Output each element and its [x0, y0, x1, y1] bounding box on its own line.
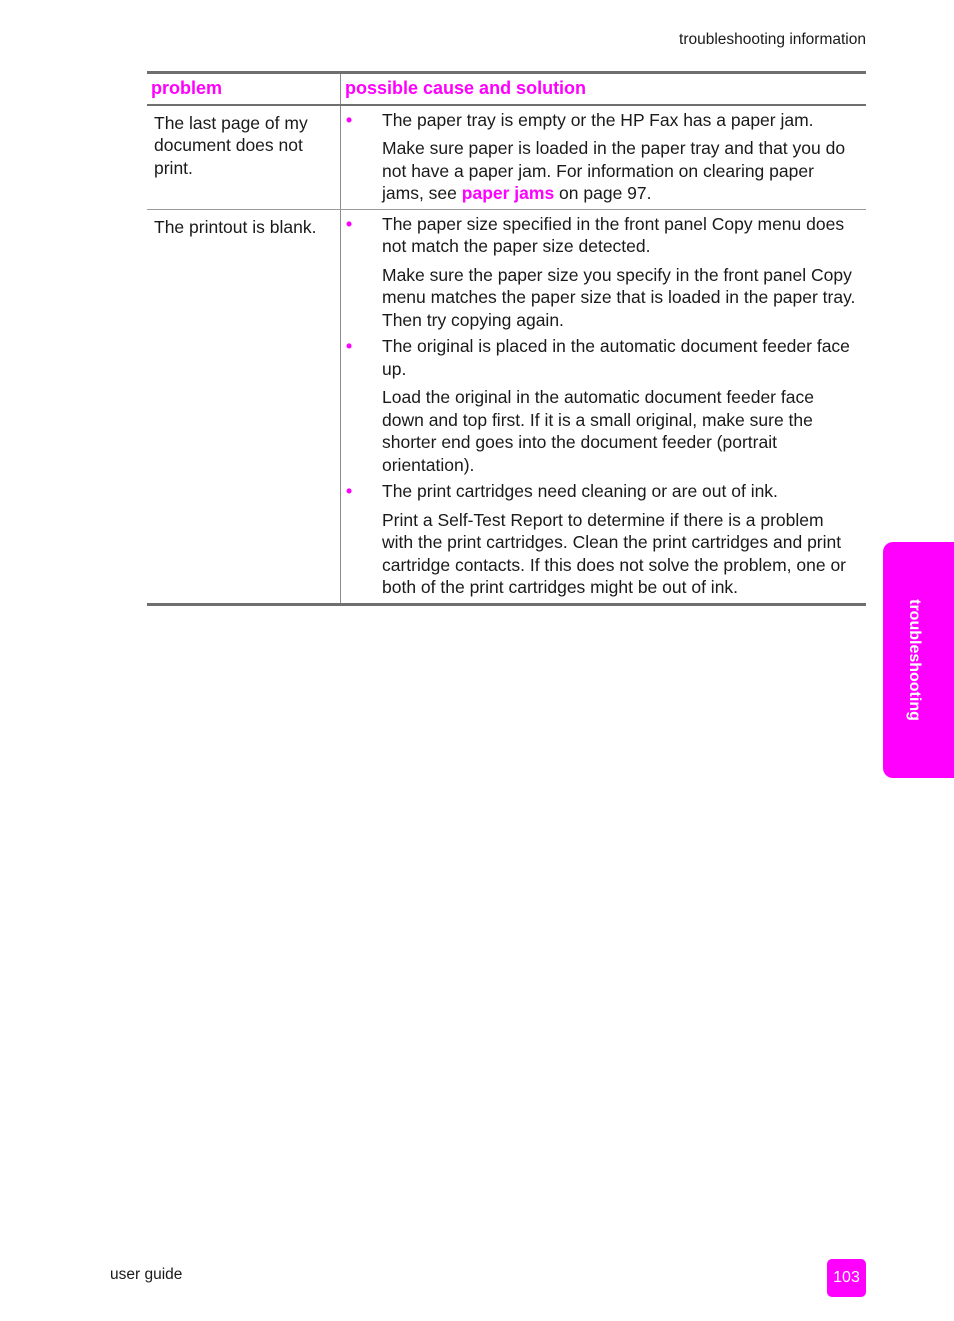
problem-cell: The printout is blank. [147, 209, 341, 604]
cause-group [345, 213, 858, 332]
bullet-dot-icon: • [346, 109, 353, 130]
page-number-badge: 103 [827, 1259, 866, 1297]
solution-text-before: Make sure paper is loaded in the paper tray and that you do not have a paper jam. For information on clearing paper jams, see [382, 138, 846, 203]
table-row [147, 105, 866, 210]
cause-text: The print cartridges need cleaning or are out of ink. [382, 481, 778, 501]
cause-bullet [345, 109, 858, 132]
solution-cell [341, 105, 867, 210]
paper-jams-link[interactable]: paper jams [461, 183, 555, 203]
table-row [147, 209, 866, 604]
solution-text-after: on page 97. [559, 183, 652, 203]
cause-text: The original is placed in the automatic document feeder face up. [382, 336, 850, 379]
section-side-tab [883, 542, 954, 778]
solution-text [345, 137, 858, 205]
problem-cell: The last page of my document does not print. [147, 105, 341, 210]
column-header-solution: possible cause and solution [341, 73, 867, 105]
bullet-dot-icon: • [346, 481, 353, 501]
column-header-problem: problem [147, 73, 341, 105]
solution-text: Print a Self-Test Report to determine if there is a problem with the print cartridges. Clean the print cartridges and print cartridge contacts. If this does not solve the problem, one or both of the print cartridges might be out of ink. [382, 509, 846, 597]
cause-group [345, 335, 858, 476]
cause-group [345, 109, 858, 205]
cause-group [345, 480, 858, 599]
solution-cell [341, 209, 867, 604]
table-header-row [147, 73, 866, 105]
bullet-dot-icon: • [346, 336, 353, 356]
solution-text: Load the original in the automatic document feeder face down and top first. If it is a small original, make sure the shorter end goes into the document feeder (portrait orientation). [382, 387, 814, 475]
running-header: troubleshooting information [679, 31, 866, 48]
bullet-dot-icon: • [346, 213, 353, 234]
cause-text: The paper size specified in the front panel Copy menu does not match the paper size detected. [382, 213, 845, 256]
troubleshooting-table [147, 71, 866, 606]
cause-bullet [345, 213, 858, 258]
footer-label: user guide [110, 1266, 183, 1283]
cause-bullet [345, 335, 858, 380]
solution-text: Make sure the paper size you specify in the front panel Copy menu matches the paper size that is loaded in the paper tray. Then try copying again. [382, 264, 856, 330]
cause-bullet [345, 480, 858, 503]
cause-text: The paper tray is empty or the HP Fax has a paper jam. [382, 109, 814, 130]
side-tab-label: troubleshooting [906, 599, 923, 721]
